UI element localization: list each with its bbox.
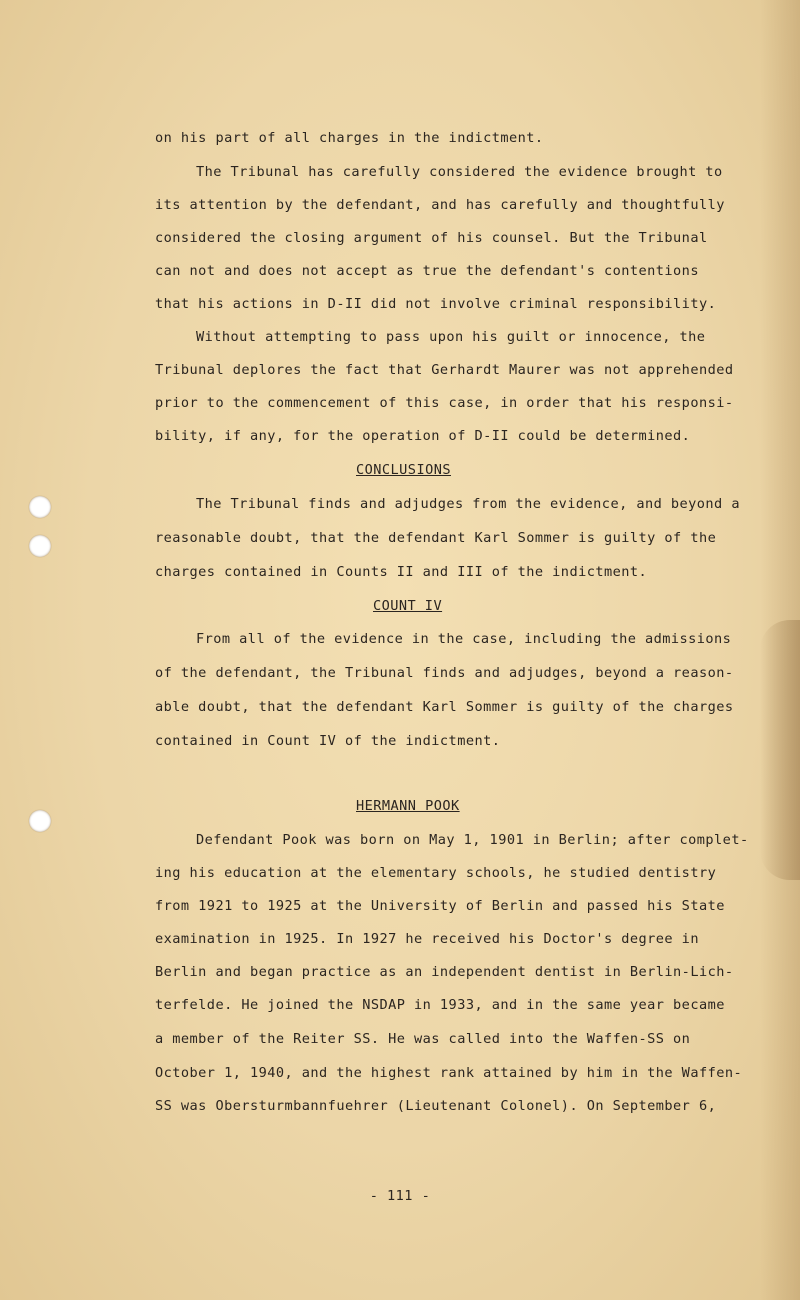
punch-hole-icon: [29, 810, 51, 832]
text-line: contained in Count IV of the indictment.: [155, 733, 501, 749]
text-line: ing his education at the elementary schools, he studied dentistry: [155, 865, 717, 881]
text-line: examination in 1925. In 1927 he received his Doctor's degree in: [155, 931, 699, 947]
punch-hole-icon: [29, 496, 51, 518]
text-line: prior to the commencement of this case, in order that his responsi-: [155, 395, 734, 411]
text-line: Berlin and began practice as an independent dentist in Berlin-Lich-: [155, 964, 734, 980]
text-line: of the defendant, the Tribunal finds and adjudges, beyond a reason-: [155, 665, 734, 681]
text-line: October 1, 1940, and the highest rank attained by him in the Waffen-: [155, 1065, 743, 1081]
text-line: From all of the evidence in the case, including the admissions: [196, 631, 732, 647]
page-number: - 111 -: [369, 1188, 431, 1204]
section-heading-hermann-pook: HERMANN POOK: [356, 798, 460, 814]
text-line: its attention by the defendant, and has carefully and thoughtfully: [155, 197, 725, 213]
text-line: The Tribunal finds and adjudges from the evidence, and beyond a: [196, 496, 740, 512]
text-line: Without attempting to pass upon his guilt or innocence, the: [196, 329, 706, 345]
text-line: that his actions in D-II did not involve criminal responsibility.: [155, 296, 717, 312]
section-heading-count-iv: COUNT IV: [373, 598, 443, 614]
text-line: bility, if any, for the operation of D-II could be determined.: [155, 428, 691, 444]
text-line: charges contained in Counts II and III of the indictment.: [155, 564, 648, 580]
text-line: considered the closing argument of his counsel. But the Tribunal: [155, 230, 708, 246]
text-line: Defendant Pook was born on May 1, 1901 in Berlin; after complet-: [196, 832, 749, 848]
text-line: on his part of all charges in the indictment.: [155, 130, 544, 146]
section-heading-conclusions: CONCLUSIONS: [356, 462, 451, 478]
text-line: terfelde. He joined the NSDAP in 1933, and in the same year became: [155, 997, 725, 1013]
text-line: able doubt, that the defendant Karl Sommer is guilty of the charges: [155, 699, 734, 715]
text-line: SS was Obersturmbannfuehrer (Lieutenant Colonel). On September 6,: [155, 1098, 717, 1114]
text-line: from 1921 to 1925 at the University of Berlin and passed his State: [155, 898, 725, 914]
text-line: The Tribunal has carefully considered the evidence brought to: [196, 164, 723, 180]
punch-hole-icon: [29, 535, 51, 557]
text-line: a member of the Reiter SS. He was called into the Waffen-SS on: [155, 1031, 691, 1047]
text-line: Tribunal deplores the fact that Gerhardt Maurer was not apprehended: [155, 362, 734, 378]
text-line: reasonable doubt, that the defendant Karl Sommer is guilty of the: [155, 530, 717, 546]
page-edge-fold: [760, 620, 800, 880]
text-line: can not and does not accept as true the defendant's contentions: [155, 263, 699, 279]
